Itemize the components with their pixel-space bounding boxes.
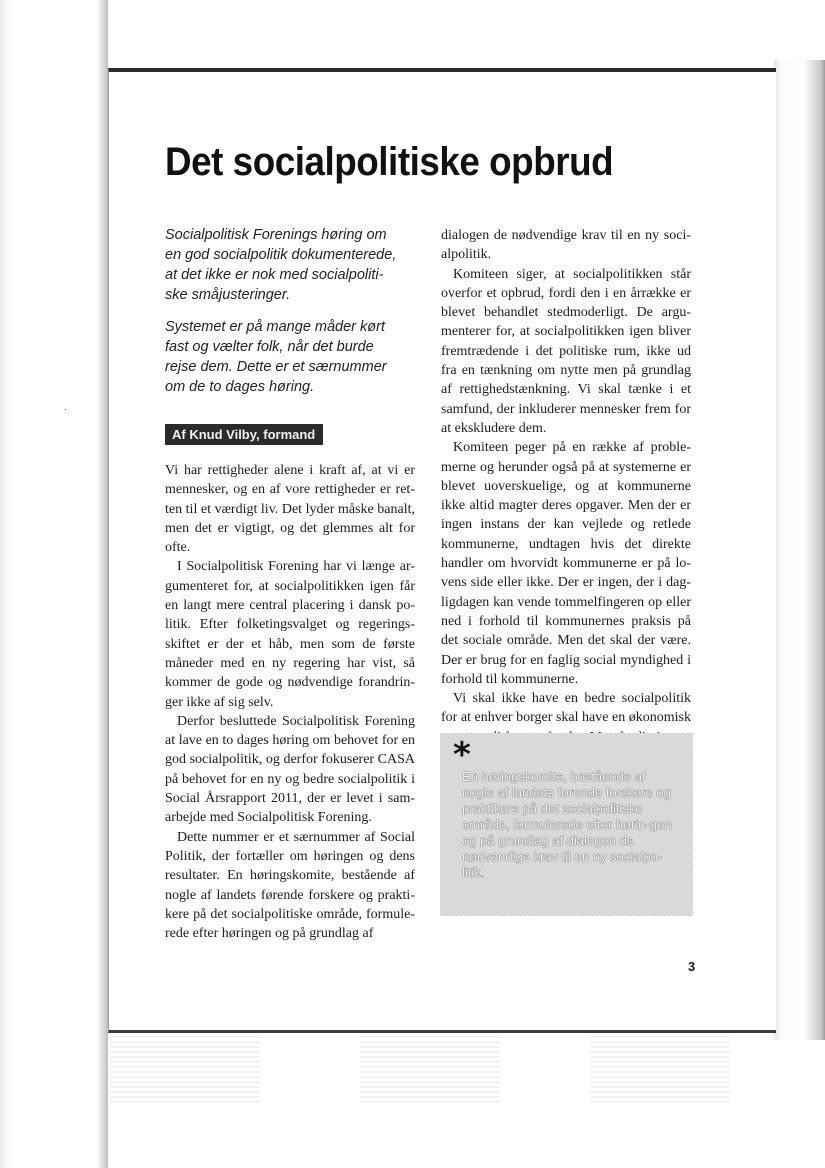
scan-left-edge (0, 0, 108, 1168)
body-paragraph: Vi skal ikke have en bedre socialpolitik for at enhver borger skal have en økonomisk (441, 691, 691, 726)
article-lead (165, 225, 405, 409)
show-through-text (590, 1036, 730, 1106)
body-paragraph: Vi har rettigheder alene i kraft af, at vi er mennesker, og en af vore rettigheder er ret-ten til et værdigt liv. Det lyder måske banalt, men det er vigtigt, og det glemmes alt for ofte. (165, 463, 415, 556)
lead-paragraph: Socialpolitisk Forenings høring om en god socialpolitik dokumenterede, at det ikke er nok med socialpoliti-ske småjusteringer. (165, 227, 397, 303)
show-through-text (360, 1036, 500, 1106)
body-paragraph: Komiteen peger på en række af proble-merne og herunder også på at systemerne er blevet uoverskuelige, og at kommunerne ikke altid magter deres opgaver. Men der er ingen instans der kan vejlede og retlede kommunerne, undtagen hvis det direkte handler om hvorvidt kommunerne er på lo-vens side eller ikke. Der er ingen, der i dag-ligdagen kan vende tommelfingeren op eller ned i forhold til kommunernes praksis på det sociale område. Men det skal der være. Der er brug for en faglig social myndighed i forhold til kommunerne. (441, 440, 691, 687)
right-column (441, 226, 691, 747)
scan-speck: · (64, 405, 68, 416)
scan-right-edge (773, 60, 825, 1040)
lead-paragraph: Systemet er på mange måder kørt fast og vælter folk, når det burde rejse dem. Dette er et særnummer om de to dages høring. (165, 319, 387, 395)
body-paragraph: Derfor besluttede Socialpolitisk Forening at lave en to dages høring om behovet for en god socialpolitik, og derfor fokuserer CASA på behovet for en ny og bedre socialpolitik i Social Årsrapport 2011, der er levet i sam-arbejde med Socialpolitisk Forening. (165, 713, 415, 826)
show-through-text (110, 1036, 260, 1106)
body-paragraph: Komiteen siger, at socialpolitikken står overfor et opbrud, fordi den i en årrække er blevet behandlet stedmoderligt. De argu-menterer for, at socialpolitikken igen bliver fremtrædende i det politiske rum, ikke ud fra en tænkning om nytte men på grundlag af rettighedstænkning. Vi skal tænke i et samfund, der inkluderer mennesker frem for at ekskludere dem. (441, 266, 691, 436)
body-paragraph: I Socialpolitisk Forening har vi længe ar-gumenteret for, at socialpolitikken igen får en langt mere central placering i dansk po-litik. Efter folketingsvalget og regerings-skiftet er der et håb, men som de første måneder med en ny regering har vist, så kommer de gode og nødvendige forandrin-ger ikke af sig selv. (165, 559, 415, 710)
left-column (165, 461, 415, 943)
body-paragraph: dialogen de nødvendige krav til en ny soci-alpolitik. (441, 228, 691, 263)
pull-quote-box (440, 733, 693, 916)
pull-quote-text: En høringskomite, bestående af nogle af landets førende forskere og praktikere på det socialpolitiske område, formulerede efter hørin-gen og på grundlag af dialogen de nødvendige krav til en ny socialpo-litik. (462, 769, 672, 880)
page-number: 3 (688, 959, 696, 974)
article-title: Det socialpolitiske opbrud (165, 140, 614, 184)
author-byline: Af Knud Vilby, formand (165, 424, 323, 445)
body-paragraph: Dette nummer er et særnummer af Social Politik, der fortæller om høringen og dens resultater. En høringskomite, bestående af nogle af landets førende forskere og prakti-kere på det socialpolitiske område, formule-rede efter høringen og på grundlag af (165, 829, 415, 942)
asterisk-icon: * (453, 735, 471, 775)
